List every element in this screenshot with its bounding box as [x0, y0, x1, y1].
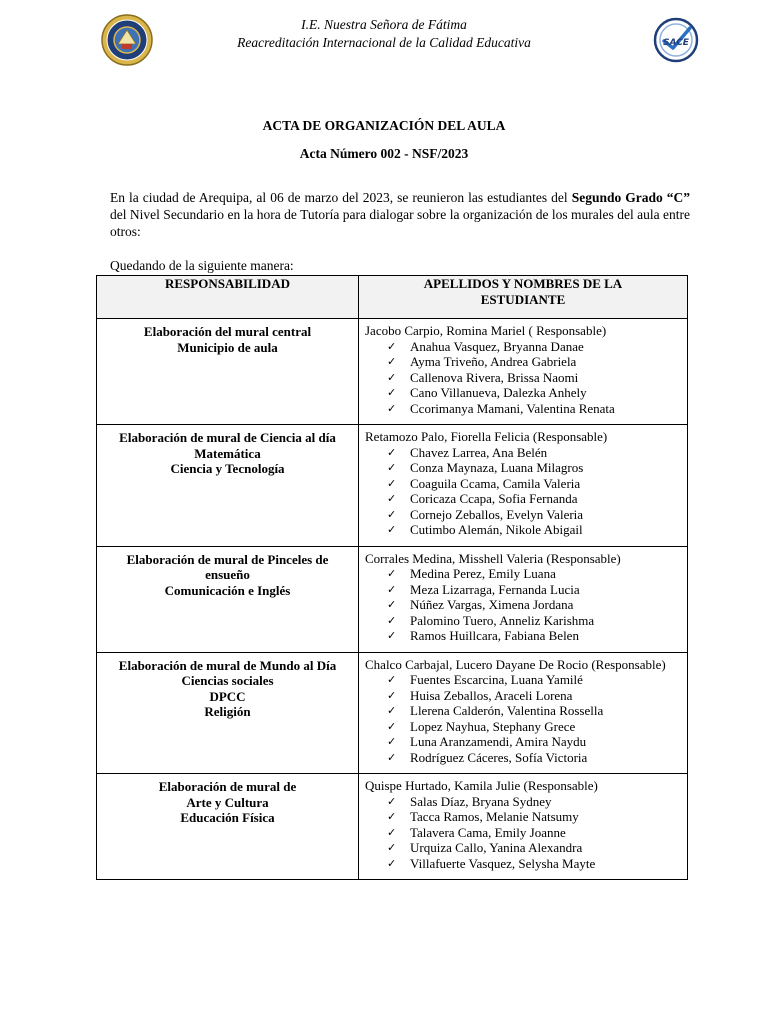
- student-name: Huisa Zeballos, Araceli Lorena: [410, 687, 573, 703]
- student-list-item: [365, 385, 683, 401]
- student-name: Callenova Rivera, Brissa Naomi: [410, 369, 579, 385]
- checkmark-icon: ✓: [387, 794, 397, 808]
- student-list-item: [365, 703, 683, 719]
- checkmark-icon: ✓: [387, 613, 397, 627]
- header-responsibility: RESPONSABILIDAD: [97, 276, 359, 319]
- preamble-text: Quedando de la siguiente manera:: [110, 258, 294, 273]
- responsible-student: Retamozo Palo, Fiorella Felicia (Responsable): [365, 429, 608, 444]
- responsible-student: Chalco Carbajal, Lucero Dayane De Rocio (Responsable): [365, 656, 666, 672]
- responsibility-cell: [97, 546, 359, 652]
- checkmark-icon: ✓: [387, 841, 397, 854]
- student-name: Cano Villanueva, Dalezka Anhely: [410, 385, 587, 400]
- checkmark-icon: ✓: [387, 370, 397, 384]
- student-name: Tacca Ramos, Melanie Natsumy: [410, 809, 579, 824]
- checkmark-icon: ✓: [387, 825, 397, 839]
- responsibility-line: Elaboración de mural de Mundo al Día: [118, 657, 337, 673]
- student-name: Ramos Huillcara, Fabiana Belen: [410, 628, 579, 643]
- student-list-item: [365, 401, 683, 417]
- intro-text-1: En la ciudad de Arequipa, al 06 de marzo del 2023, se reunieron las estudiantes del: [110, 190, 572, 205]
- responsibility-line: Ciencias sociales: [181, 673, 274, 688]
- checkmark-icon: ✓: [387, 582, 397, 596]
- student-name: Urquiza Callo, Yanina Alexandra: [410, 840, 583, 855]
- responsibility-line: Elaboración de mural de: [158, 779, 297, 794]
- student-list-item: [365, 794, 683, 810]
- checkmark-icon: ✓: [387, 492, 397, 505]
- students-cell: [359, 774, 688, 880]
- student-list-item: [365, 672, 683, 688]
- student-name: Núñez Vargas, Ximena Jordana: [410, 597, 574, 612]
- checkmark-icon: ✓: [387, 386, 397, 399]
- checkmark-icon: ✓: [387, 673, 397, 686]
- checkmark-icon: ✓: [387, 598, 397, 611]
- student-list-item: [365, 339, 683, 355]
- organization-table: [96, 275, 688, 880]
- student-list-item: [365, 628, 683, 644]
- student-name: Ayma Triveño, Andrea Gabriela: [410, 354, 577, 369]
- table-header-row: [97, 276, 688, 319]
- responsibility-line: DPCC: [209, 688, 246, 704]
- responsibility-line: Matemática: [194, 445, 261, 461]
- checkmark-icon: ✓: [387, 476, 397, 490]
- header-student-names: APELLIDOS Y NOMBRES DE LA ESTUDIANTE: [359, 276, 688, 319]
- student-list-item: [365, 856, 683, 872]
- document-title: ACTA DE ORGANIZACIÓN DEL AULA: [262, 118, 506, 133]
- table-row: [97, 652, 688, 774]
- student-name: Fuentes Escarcina, Luana Yamilé: [410, 672, 583, 687]
- responsibility-line: Ciencia y Tecnología: [170, 461, 285, 476]
- checkmark-icon: ✓: [387, 688, 397, 702]
- checkmark-icon: ✓: [387, 445, 397, 459]
- checkmark-icon: ✓: [387, 339, 397, 353]
- accreditation-logo: [653, 17, 699, 63]
- student-name: Anahua Vasquez, Bryanna Danae: [410, 338, 584, 354]
- student-name: Lopez Nayhua, Stephany Grece: [410, 718, 576, 734]
- student-name: Coaguila Ccama, Camila Valeria: [410, 475, 581, 491]
- student-list-item: [365, 719, 683, 735]
- responsible-student: Jacobo Carpio, Romina Mariel ( Responsable): [365, 323, 607, 338]
- student-name: Talavera Cama, Emily Joanne: [410, 824, 566, 840]
- student-list-item: [365, 491, 683, 507]
- students-cell: [359, 319, 688, 425]
- student-name: Llerena Calderón, Valentina Rossella: [410, 703, 604, 718]
- checkmark-icon: ✓: [387, 750, 397, 764]
- student-list-item: [365, 840, 683, 856]
- student-name: Meza Lizarraga, Fernanda Lucia: [410, 581, 580, 597]
- responsibility-cell: [97, 319, 359, 425]
- sace-logo-text: SACE: [663, 38, 689, 48]
- responsible-student: Corrales Medina, Misshell Valeria (Responsable): [365, 550, 621, 566]
- responsibility-line: Arte y Cultura: [186, 794, 269, 810]
- accreditation-line: Reacreditación Internacional de la Calidad Educativa: [237, 35, 531, 50]
- responsibility-line: Comunicación e Inglés: [164, 582, 291, 598]
- student-name: Villafuerte Vasquez, Selysha Mayte: [410, 855, 596, 871]
- student-name: Palomino Tuero, Anneliz Karishma: [410, 612, 595, 628]
- students-cell: [359, 425, 688, 547]
- intro-paragraph: [110, 189, 690, 240]
- student-name: Cutimbo Alemán, Nikole Abigail: [410, 522, 583, 537]
- student-list-item: [365, 507, 683, 523]
- student-name: Luna Aranzamendi, Amira Naydu: [410, 734, 587, 749]
- students-cell: [359, 546, 688, 652]
- checkmark-icon: ✓: [387, 719, 397, 733]
- student-list-item: [365, 354, 683, 370]
- student-name: Ccorimanya Mamani, Valentina Renata: [410, 400, 615, 416]
- responsibility-line: Elaboración del mural central: [143, 324, 312, 339]
- student-list-item: [365, 613, 683, 629]
- student-list-item: [365, 566, 683, 582]
- student-list-item: [365, 750, 683, 766]
- table-body: [97, 319, 688, 880]
- checkmark-icon: ✓: [387, 401, 397, 415]
- student-list-item: [365, 370, 683, 386]
- student-list-item: [365, 688, 683, 704]
- checkmark-icon: ✓: [387, 567, 397, 580]
- students-cell: [359, 652, 688, 774]
- student-list-item: [365, 597, 683, 613]
- responsibility-line: Elaboración de mural de Ciencia al día: [119, 430, 336, 445]
- school-name: I.E. Nuestra Señora de Fátima: [301, 17, 467, 32]
- table-row: [97, 774, 688, 880]
- checkmark-icon: ✓: [387, 523, 397, 536]
- responsibility-line: Elaboración de mural de Pinceles de ensueño: [126, 551, 329, 582]
- student-list-item: [365, 445, 683, 461]
- student-name: Medina Perez, Emily Luana: [410, 566, 556, 581]
- checkmark-icon: ✓: [387, 507, 397, 521]
- student-name: Cornejo Zeballos, Evelyn Valeria: [410, 506, 584, 522]
- checkmark-icon: ✓: [387, 629, 397, 642]
- document-number: Acta Número 002 - NSF/2023: [299, 146, 469, 161]
- student-name: Conza Maynaza, Luana Milagros: [410, 460, 584, 475]
- student-name: Chavez Larrea, Ana Belén: [410, 444, 548, 460]
- checkmark-icon: ✓: [387, 856, 397, 870]
- responsibility-line: Municipio de aula: [177, 339, 278, 355]
- responsibility-cell: [97, 774, 359, 880]
- table-row: [97, 546, 688, 652]
- checkmark-icon: ✓: [387, 810, 397, 823]
- responsibility-cell: [97, 425, 359, 547]
- responsible-student: Quispe Hurtado, Kamila Julie (Responsable): [365, 778, 598, 793]
- student-name: Rodríguez Cáceres, Sofía Victoria: [410, 749, 588, 765]
- table-row: [97, 319, 688, 425]
- table-row: [97, 425, 688, 547]
- student-list-item: [365, 734, 683, 750]
- checkmark-icon: ✓: [387, 735, 397, 748]
- intro-grade: Segundo Grado “C”: [571, 190, 691, 205]
- responsibility-line: Educación Física: [180, 810, 275, 825]
- intro-text-2: del Nivel Secundario en la hora de Tutoría para dialogar sobre la organización de los murales del aula entre otros:: [110, 207, 690, 239]
- student-list-item: [365, 522, 683, 538]
- student-list-item: [365, 582, 683, 598]
- student-list-item: [365, 460, 683, 476]
- responsibility-cell: [97, 652, 359, 774]
- checkmark-icon: ✓: [387, 461, 397, 474]
- student-list-item: [365, 809, 683, 825]
- student-list-item: [365, 825, 683, 841]
- checkmark-icon: ✓: [387, 704, 397, 717]
- student-name: Coricaza Ccapa, Sofia Fernanda: [410, 491, 578, 506]
- student-name: Salas Díaz, Bryana Sydney: [410, 793, 552, 809]
- student-list-item: [365, 476, 683, 492]
- responsibility-line: Religión: [204, 704, 251, 719]
- checkmark-icon: ✓: [387, 355, 397, 368]
